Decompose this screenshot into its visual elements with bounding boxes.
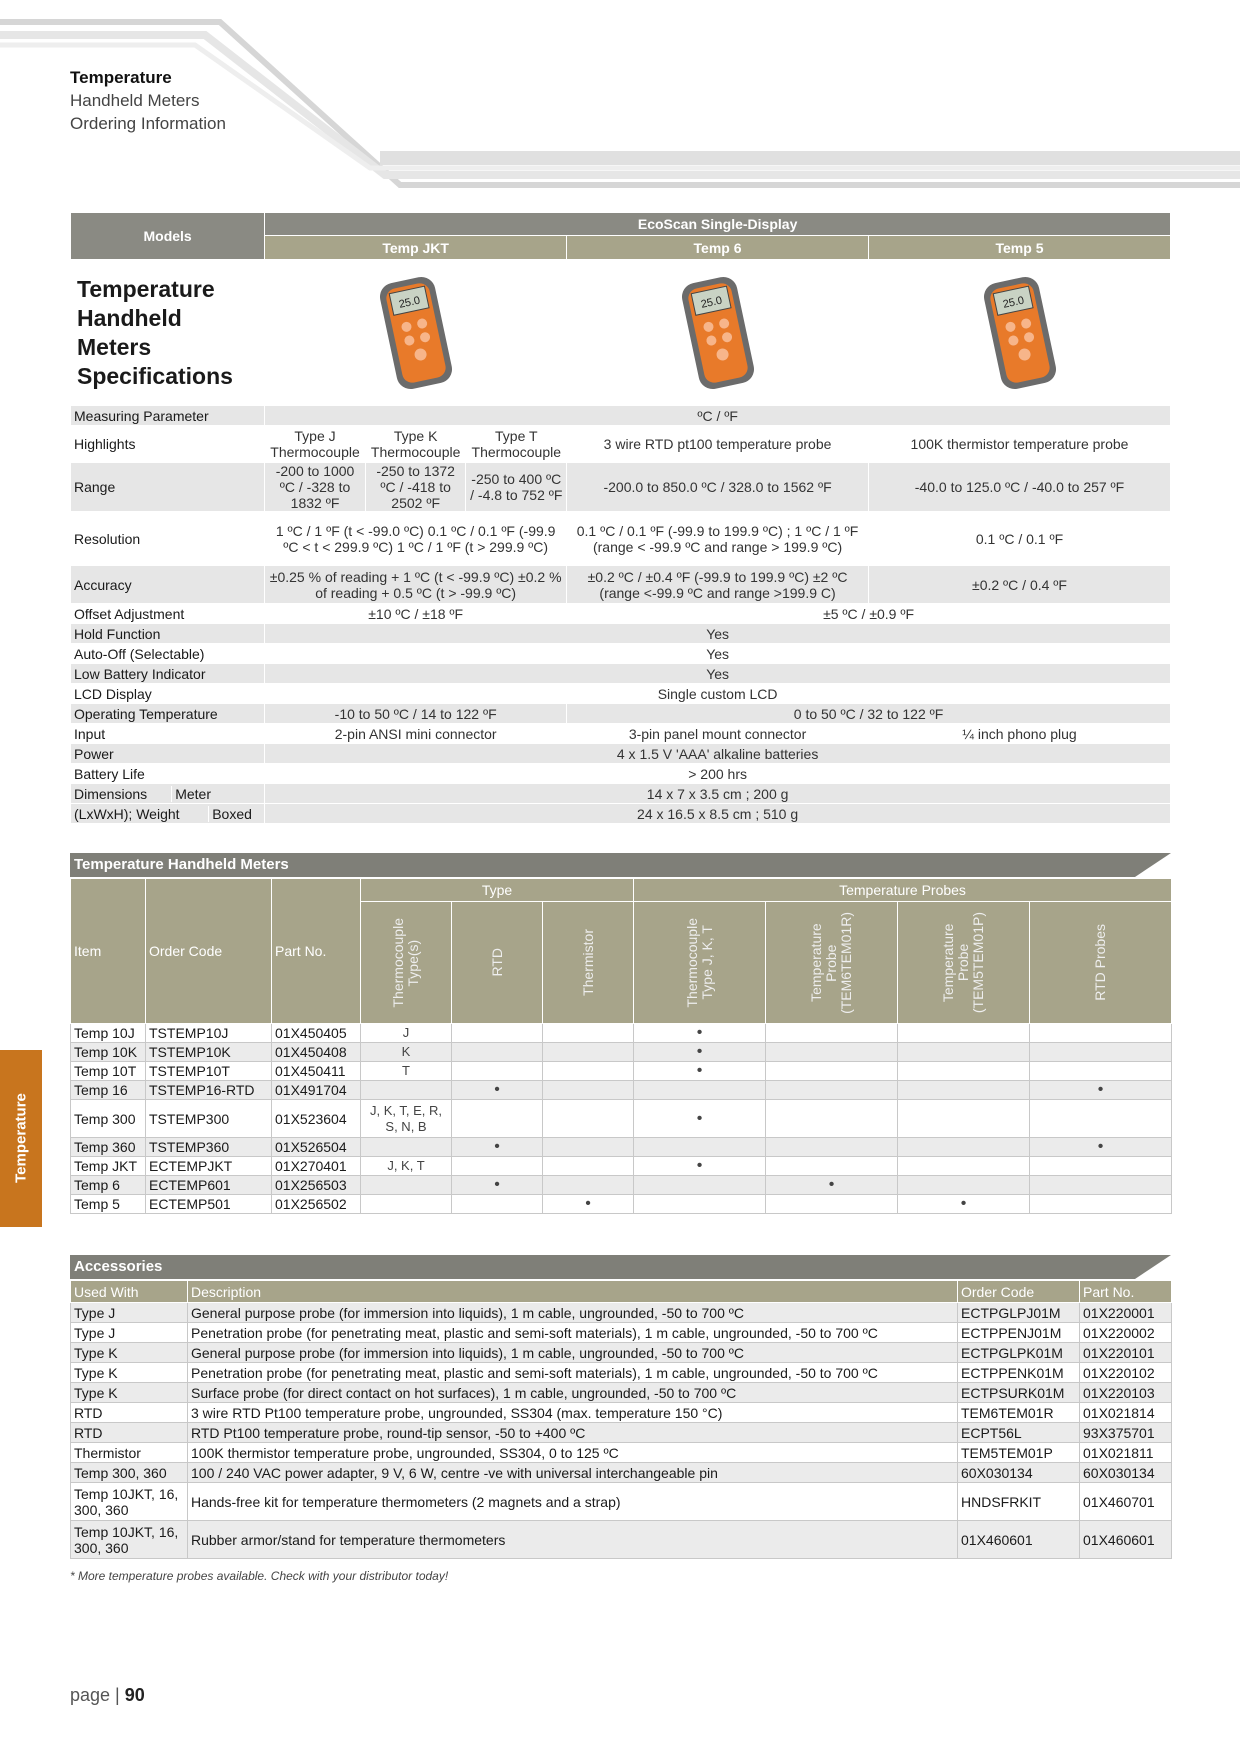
order-code-cell: ECTPGLPJ01M [958,1303,1080,1323]
order-header [452,902,543,1024]
compat-cell [766,1138,898,1157]
used-with-cell: Temp 300, 360 [71,1463,188,1483]
compat-cell [452,1024,543,1043]
spec-value: Single custom LCD [265,684,1171,704]
order-code-cell: ECPT56L [958,1423,1080,1443]
table-row [71,1323,1172,1343]
order-header [766,902,898,1024]
acc-header: Description [188,1281,958,1303]
order-body [71,1024,1172,1214]
compat-cell: K [361,1043,452,1062]
description-cell: 100 / 240 VAC power adapter, 9 V, 6 W, centre -ve with universal interchangeable pin [188,1463,958,1483]
compat-cell [543,1157,634,1176]
compat-cell [543,1062,634,1081]
part-no-cell: 01X220103 [1080,1383,1172,1403]
table-row [71,1062,1172,1081]
compat-cell [452,1043,543,1062]
part-no-cell: 01X220001 [1080,1303,1172,1323]
compat-cell [361,1176,452,1195]
compat-cell: • [634,1062,766,1081]
table-row [71,1100,1172,1138]
spec-value: -10 to 50 ºC / 14 to 122 ºF [265,704,567,724]
part-no-cell: 01X491704 [272,1081,361,1100]
table-row [71,1138,1172,1157]
spec-value: Type J Thermocouple [265,426,366,463]
compat-cell: • [634,1043,766,1062]
spec-label: Resolution [71,512,265,566]
spec-value: 0.1 ºC / 0.1 ºF (-99.9 to 199.9 ºC) ; 1 ºC / 1 ºF (range < -99.9 ºC and range > 199.9 ºC) [567,512,869,566]
spec-value: -200.0 to 850.0 ºC / 328.0 to 1562 ºF [567,463,869,512]
compat-cell [452,1195,543,1214]
acc-body [71,1303,1172,1559]
spec-label: Power [71,744,265,764]
part-no-cell: 01X526504 [272,1138,361,1157]
part-no-cell: 60X030134 [1080,1463,1172,1483]
order-code-cell: ECTPSURK01M [958,1383,1080,1403]
meter-image-cell [567,260,869,406]
order-header [1030,902,1172,1024]
header-subtitle: Handheld Meters [70,91,200,110]
order-header [634,902,766,1024]
compat-cell [766,1100,898,1138]
dims-label-2: (LxWxH); Weight [74,805,180,822]
description-cell: Penetration probe (for penetrating meat, plastic and semi-soft materials), 1 m cable, ungrounded, -50 to 700 ºC [188,1363,958,1383]
spec-label: Auto-Off (Selectable) [71,644,265,664]
acc-header: Order Code [958,1281,1080,1303]
description-cell: 3 wire RTD Pt100 temperature probe, ungrounded, SS304 (max. temperature 150 °C) [188,1403,958,1423]
used-with-cell: Type K [71,1363,188,1383]
compat-cell [898,1100,1030,1138]
spec-value: 4 x 1.5 V 'AAA' alkaline batteries [265,744,1171,764]
order-header: Part No. [272,879,361,1024]
spec-value: Yes [265,664,1171,684]
vertical-header: Temperature Probe (TEM6TEM01R) [808,911,854,1014]
used-with-cell: Temp 10JKT, 16, 300, 360 [71,1483,188,1521]
page-label: page [70,1685,111,1705]
svg-text:25.0: 25.0 [699,294,723,311]
compat-cell [898,1024,1030,1043]
used-with-cell: RTD [71,1423,188,1443]
spec-label: LCD Display [71,684,265,704]
order-code-cell: TSTEMP10K [146,1043,272,1062]
model-header-jkt: Temp JKT [265,236,567,260]
order-header [361,902,452,1024]
part-no-cell: 93X375701 [1080,1423,1172,1443]
spec-value: -200 to 1000 ºC / -328 to 1832 ºF [265,463,366,512]
page-number-value: 90 [124,1685,145,1705]
table-row [71,1024,1172,1043]
spec-value: Type K Thermocouple [365,426,466,463]
used-with-cell: Type J [71,1303,188,1323]
spec-value: 3 wire RTD pt100 temperature probe [567,426,869,463]
part-no-cell: 01X450411 [272,1062,361,1081]
dims-label: Dimensions [74,785,148,802]
meter-image [376,273,456,393]
spec-value: ±10 ºC / ±18 ºF [265,604,567,624]
compat-cell [1030,1100,1172,1138]
spec-value: Type T Thermocouple [466,426,567,463]
spec-value: ºC / ºF [265,406,1171,426]
part-no-cell: 01X523604 [272,1100,361,1138]
compat-cell [766,1195,898,1214]
compat-cell: J, K, T, E, R, S, N, B [361,1100,452,1138]
compat-cell [1030,1043,1172,1062]
type-group-header: Type [361,879,634,902]
compat-cell: • [543,1195,634,1214]
spec-value: 3-pin panel mount connector [567,724,869,744]
compat-cell: • [634,1100,766,1138]
compat-cell: • [634,1024,766,1043]
spec-title [71,260,265,406]
order-header: Item [71,879,146,1024]
compat-cell [1030,1157,1172,1176]
spec-value: 2-pin ANSI mini connector [265,724,567,744]
spec-value: ±5 ºC / ±0.9 ºF [567,604,1171,624]
table-row [71,1463,1172,1483]
spec-value: ±0.25 % of reading + 1 ºC (t < -99.9 ºC) ±0.2 % of reading + 0.5 ºC (t > -99.9 ºC) [265,566,567,604]
order-code-cell: TSTEMP10J [146,1024,272,1043]
order-code-cell: ECTEMP501 [146,1195,272,1214]
compat-cell [634,1176,766,1195]
meter-image-cell [265,260,567,406]
vertical-header: Temperature Probe (TEM5TEM01P) [940,911,986,1014]
side-tab-label: Temperature [12,1093,30,1183]
compat-cell: T [361,1062,452,1081]
compat-cell [543,1043,634,1062]
vertical-header: RTD Probes [1092,924,1109,1001]
spec-label [71,784,265,804]
item-cell: Temp 5 [71,1195,146,1214]
spec-value: 0 to 50 ºC / 32 to 122 ºF [567,704,1171,724]
compat-cell [766,1062,898,1081]
part-no-cell: 01X220002 [1080,1323,1172,1343]
table-row [71,1343,1172,1363]
spec-value: 24 x 16.5 x 8.5 cm ; 510 g [265,804,1171,824]
compat-cell [543,1100,634,1138]
order-code-cell: TSTEMP360 [146,1138,272,1157]
meter-image [980,273,1060,393]
models-header: Models [71,213,265,260]
item-cell: Temp 10T [71,1062,146,1081]
spec-title-line: Temperature [77,275,215,302]
spec-value: -250 to 1372 ºC / -418 to 2502 ºF [365,463,466,512]
part-no-cell: 01X460701 [1080,1483,1172,1521]
compat-cell [898,1157,1030,1176]
spec-label: Accuracy [71,566,265,604]
compat-cell: J, K, T [361,1157,452,1176]
table-row [71,1403,1172,1423]
spec-label: Measuring Parameter [71,406,265,426]
spec-label: Battery Life [71,764,265,784]
vertical-header: RTD [488,948,505,977]
part-no-cell: 01X270401 [272,1157,361,1176]
compat-cell [1030,1176,1172,1195]
order-code-cell: TEM5TEM01P [958,1443,1080,1463]
part-no-cell: 01X220102 [1080,1363,1172,1383]
compat-cell [543,1176,634,1195]
compat-cell [543,1138,634,1157]
spec-value: -250 to 400 ºC / -4.8 to 752 ºF [466,463,567,512]
compat-cell [898,1043,1030,1062]
order-table [70,878,1172,1214]
model-header-temp6: Temp 6 [567,236,869,260]
vertical-header: Thermocouple Type J, K, T [683,917,715,1008]
part-no-cell: 01X460601 [1080,1521,1172,1559]
vertical-header: Thermocouple Type(s) [390,917,421,1008]
compat-cell [1030,1195,1172,1214]
table-row [71,1195,1172,1214]
side-tab [0,1050,42,1227]
order-section-title: Temperature Handheld Meters [74,856,289,873]
accessories-section-bar [70,1255,1135,1279]
table-row [71,1363,1172,1383]
part-no-cell: 01X450405 [272,1024,361,1043]
compat-cell [543,1081,634,1100]
compat-cell [766,1043,898,1062]
order-code-cell: TSTEMP10T [146,1062,272,1081]
spec-label [71,804,265,824]
spec-value: > 200 hrs [265,764,1171,784]
table-row [71,1423,1172,1443]
description-cell: General purpose probe (for immersion into liquids), 1 m cable, ungrounded, -50 to 700 ºC [188,1303,958,1323]
svg-text:25.0: 25.0 [1001,294,1025,311]
description-cell: RTD Pt100 temperature probe, round-tip sensor, -50 to +400 ºC [188,1423,958,1443]
compat-cell [898,1138,1030,1157]
acc-header: Used With [71,1281,188,1303]
spec-value: Yes [265,624,1171,644]
spec-value: Yes [265,644,1171,664]
accessories-section-title: Accessories [74,1258,163,1275]
compat-cell: • [452,1176,543,1195]
header-title: Temperature [70,68,172,87]
compat-cell [766,1157,898,1176]
footnote: * More temperature probes available. Check with your distributor today! [70,1569,449,1583]
item-cell: Temp 10K [71,1043,146,1062]
compat-cell: • [452,1138,543,1157]
spec-title-line: Meters [77,333,152,360]
compat-cell [898,1081,1030,1100]
compat-cell [634,1081,766,1100]
compat-cell [361,1195,452,1214]
compat-cell [543,1024,634,1043]
used-with-cell: RTD [71,1403,188,1423]
spec-label: Input [71,724,265,744]
header-subtitle-2: Ordering Information [70,114,226,133]
compat-cell [361,1138,452,1157]
table-row [71,1383,1172,1403]
spec-value: ±0.2 ºC / ±0.4 ºF (-99.9 to 199.9 ºC) ±2 ºC (range <-99.9 ºC and range >199.9 C) [567,566,869,604]
compat-cell [898,1176,1030,1195]
order-header [898,902,1030,1024]
part-no-cell: 01X450408 [272,1043,361,1062]
part-no-cell: 01X021814 [1080,1403,1172,1423]
table-row [71,1483,1172,1521]
compat-cell: J [361,1024,452,1043]
spec-label: Range [71,463,265,512]
item-cell: Temp 16 [71,1081,146,1100]
spec-value: ¼ inch phono plug [869,724,1171,744]
spec-value: ±0.2 ºC / 0.4 ºF [869,566,1171,604]
order-code-cell: 60X030134 [958,1463,1080,1483]
spec-label: Offset Adjustment [71,604,265,624]
compat-cell [766,1024,898,1043]
svg-text:25.0: 25.0 [397,294,421,311]
description-cell: Rubber armor/stand for temperature thermometers [188,1521,958,1559]
part-no-cell: 01X256503 [272,1176,361,1195]
description-cell: General purpose probe (for immersion into liquids), 1 m cable, ungrounded, -50 to 700 ºC [188,1343,958,1363]
compat-cell: • [1030,1138,1172,1157]
description-cell: Penetration probe (for penetrating meat, plastic and semi-soft materials), 1 m cable, ungrounded, -50 to 700 ºC [188,1323,958,1343]
spec-value: -40.0 to 125.0 ºC / -40.0 to 257 ºF [869,463,1171,512]
meter-image [678,273,758,393]
item-cell: Temp 6 [71,1176,146,1195]
spec-label: Operating Temperature [71,704,265,724]
order-code-cell: 01X460601 [958,1521,1080,1559]
order-code-cell: TSTEMP16-RTD [146,1081,272,1100]
probe-group-header: Temperature Probes [634,879,1172,902]
used-with-cell: Type K [71,1383,188,1403]
order-code-cell: ECTEMP601 [146,1176,272,1195]
description-cell: Hands-free kit for temperature thermometers (2 magnets and a strap) [188,1483,958,1521]
item-cell: Temp 300 [71,1100,146,1138]
table-row [71,1157,1172,1176]
page-header [70,66,226,135]
order-code-cell: ECTPPENJ01M [958,1323,1080,1343]
spec-title-line: Handheld [77,304,182,331]
compat-cell [452,1062,543,1081]
used-with-cell: Temp 10JKT, 16, 300, 360 [71,1521,188,1559]
table-row [71,1443,1172,1463]
compat-cell [361,1081,452,1100]
table-row [71,1043,1172,1062]
table-row [71,1303,1172,1323]
table-row [71,1081,1172,1100]
order-code-cell: HNDSFRKIT [958,1483,1080,1521]
compat-cell [1030,1024,1172,1043]
compat-cell [766,1081,898,1100]
model-header-temp5: Temp 5 [869,236,1171,260]
spec-label: Low Battery Indicator [71,664,265,684]
item-cell: Temp 360 [71,1138,146,1157]
spec-label: Highlights [71,426,265,463]
used-with-cell: Thermistor [71,1443,188,1463]
order-code-cell: TEM6TEM01R [958,1403,1080,1423]
spec-value: 100K thermistor temperature probe [869,426,1171,463]
compat-cell [452,1157,543,1176]
order-code-cell: ECTPPENK01M [958,1363,1080,1383]
part-no-cell: 01X021811 [1080,1443,1172,1463]
compat-cell: • [1030,1081,1172,1100]
spec-value: 0.1 ºC / 0.1 ºF [869,512,1171,566]
spec-label: Hold Function [71,624,265,644]
used-with-cell: Type J [71,1323,188,1343]
compat-cell [898,1062,1030,1081]
part-no-cell: 01X220101 [1080,1343,1172,1363]
order-code-cell: TSTEMP300 [146,1100,272,1138]
series-header: EcoScan Single-Display [265,213,1171,236]
part-no-cell: 01X256502 [272,1195,361,1214]
description-cell: Surface probe (for direct contact on hot surfaces), 1 m cable, ungrounded, -50 to 700 ºC [188,1383,958,1403]
spec-table [70,212,1171,824]
meter-image-cell [869,260,1171,406]
meter-label: Meter [171,786,261,802]
compat-cell: • [766,1176,898,1195]
spec-value: 1 ºC / 1 ºF (t < -99.0 ºC) 0.1 ºC / 0.1 ºF (-99.9 ºC < t < 299.9 ºC) 1 ºC / 1 ºF (t > 299.9 ºC) [265,512,567,566]
order-header: Order Code [146,879,272,1024]
compat-cell: • [634,1157,766,1176]
table-row [71,1521,1172,1559]
page-number: page | 90 [70,1685,145,1705]
order-header [543,902,634,1024]
table-row [71,1176,1172,1195]
acc-header: Part No. [1080,1281,1172,1303]
spec-value: 14 x 7 x 3.5 cm ; 200 g [265,784,1171,804]
used-with-cell: Type K [71,1343,188,1363]
compat-cell [452,1100,543,1138]
compat-cell [634,1195,766,1214]
compat-cell: • [898,1195,1030,1214]
compat-cell: • [452,1081,543,1100]
order-section-bar [70,853,1135,877]
order-code-cell: ECTEMPJKT [146,1157,272,1176]
compat-cell [634,1138,766,1157]
compat-cell [1030,1062,1172,1081]
item-cell: Temp JKT [71,1157,146,1176]
item-cell: Temp 10J [71,1024,146,1043]
description-cell: 100K thermistor temperature probe, ungrounded, SS304, 0 to 125 ºC [188,1443,958,1463]
boxed-label: Boxed [208,806,261,822]
vertical-header: Thermistor [579,929,596,996]
accessories-table [70,1280,1172,1559]
order-code-cell: ECTPGLPK01M [958,1343,1080,1363]
spec-title-line: Specifications [77,362,233,389]
